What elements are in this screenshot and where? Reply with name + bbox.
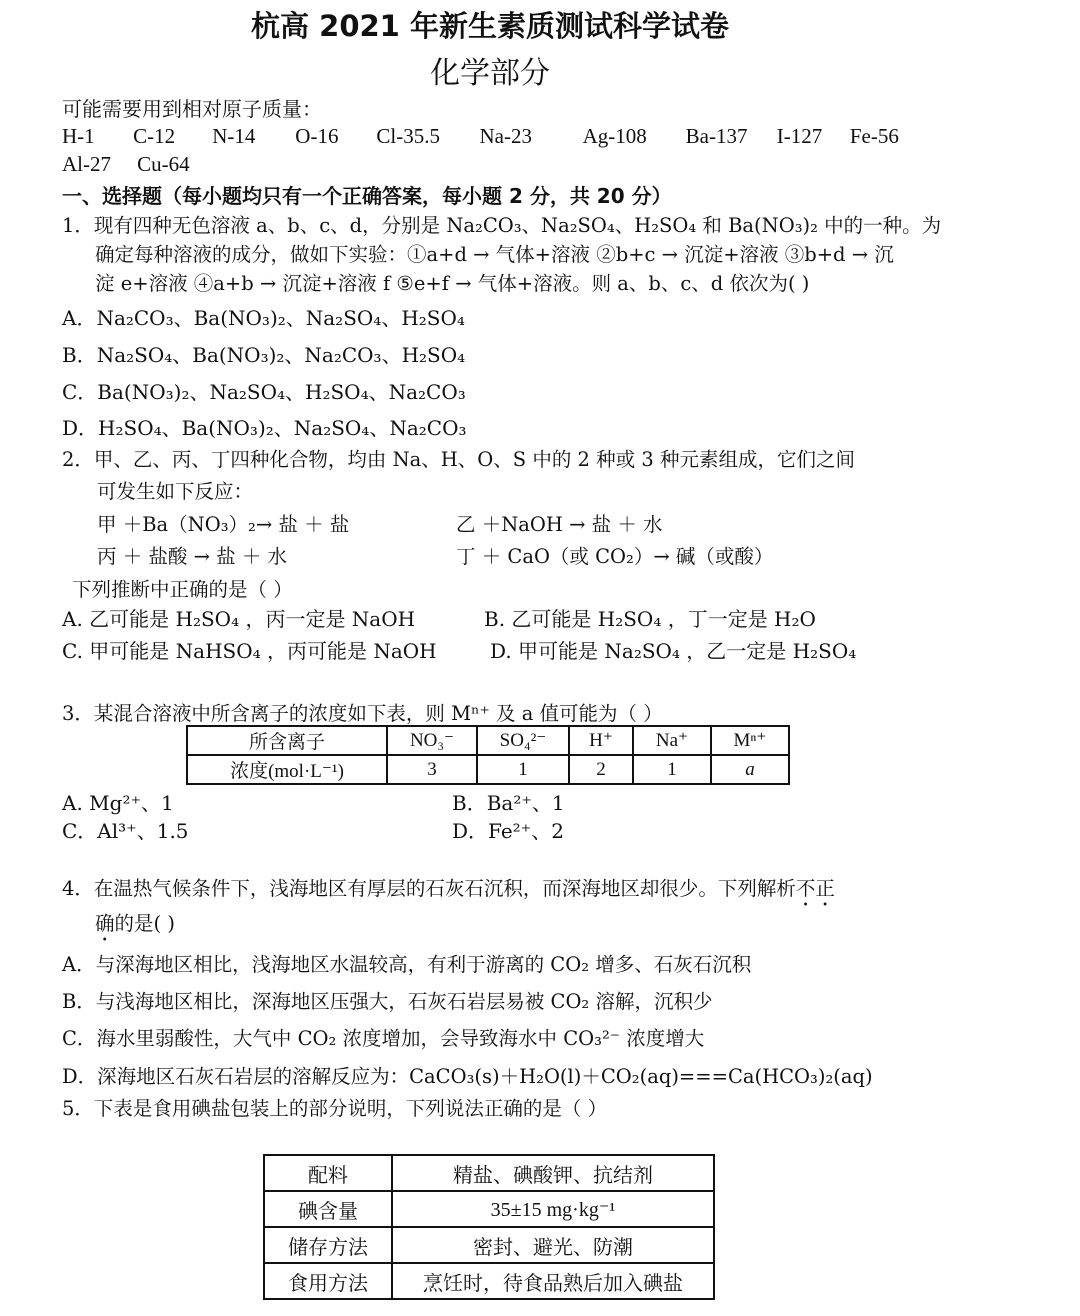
atomic-mass-label: 可能需要用到相对原子质量： [62,97,322,121]
mass-item: Fe-56 [849,124,899,148]
q3-option-c: C．Al³⁺、1.5 [62,819,189,843]
q4-stem-text: 4．在温热气候条件下，浅海地区有厚层的石灰石沉积，而深海地区却很少。下列解析 [62,877,796,900]
mass-item: Ag-108 [582,124,647,148]
q2-reaction-1: 甲 ＋Ba（NO₃）₂→ 盐 ＋ 盐 [97,513,350,536]
q1-option-d: D．H₂SO₄、Ba(NO₃)₂、Na₂SO₄、Na₂CO₃ [62,416,467,440]
mass-item: I-127 [776,124,823,148]
q5-stem: 5．下表是食用碘盐包装上的部分说明，下列说法正确的是（ ） [62,1097,608,1120]
table-cell: 精盐、碘酸钾、抗结剂 [392,1155,714,1191]
q1-option-c: C．Ba(NO₃)₂、Na₂SO₄、H₂SO₄、Na₂CO₃ [62,380,466,404]
table-row [264,1227,714,1263]
mass-item: Al-27 [62,152,111,176]
table-cell: 配料 [264,1155,392,1191]
q4-stem-line-2 [95,908,175,946]
table-row [187,755,789,784]
table-cell: a [711,755,789,784]
q2-reaction-2: 乙 ＋NaOH → 盐 ＋ 水 [456,513,663,536]
section-heading: 一、选择题（每小题均只有一个正确答案，每小题 2 分，共 20 分） [62,184,672,208]
table-cell: 1 [477,755,569,784]
table-cell: 2 [569,755,633,784]
q3-option-a: A. Mg²⁺、1 [62,791,174,815]
q1-option-b: B．Na₂SO₄、Ba(NO₃)₂、Na₂CO₃、H₂SO₄ [62,343,466,367]
q4-option-c: C．海水里弱酸性，大气中 CO₂ 浓度增加，会导致海水中 CO₃²⁻ 浓度增大 [62,1027,705,1050]
q2-option-b: B. 乙可能是 H₂SO₄ ，丁一定是 H₂O [484,607,816,631]
table-row [264,1155,714,1191]
table-cell: 所含离子 [187,726,387,755]
mass-item: N-14 [212,124,256,148]
table-cell: 食用方法 [264,1263,392,1299]
table-row [264,1263,714,1299]
page-subtitle: 化学部分 [430,56,550,91]
table-cell: 浓度(mol·L⁻¹) [187,755,387,784]
table-cell: Mⁿ⁺ [711,726,789,755]
q4-option-b: B．与浅海地区相比，深海地区压强大，石灰石岩层易被 CO₂ 溶解，沉积少 [62,990,713,1013]
q2-stem-line-2: 可发生如下反应： [97,480,254,503]
q3-option-b: B．Ba²⁺、1 [452,791,565,815]
q4-emphasis-not-correct: 不正 [795,877,835,900]
q4-emphasis-correct: 确 [95,912,115,935]
q4-option-a: A．与深海地区相比，浅海地区水温较高，有利于游离的 CO₂ 增多、石灰石沉积 [62,953,752,976]
table-row [187,726,789,755]
q4-option-d: D．深海地区石灰石岩层的溶解反应为：CaCO₃(s)＋H₂O(l)＋CO₂(aq)===Ca(HCO₃)₂(aq) [62,1065,873,1088]
table-cell: 35±15 mg·kg⁻¹ [392,1191,714,1227]
q3-stem: 3．某混合溶液中所含离子的浓度如下表，则 Mⁿ⁺ 及 a 值可能为（ ） [62,702,663,725]
q1-stem-line-2: 确定每种溶液的成分，做如下实验：①a+d → 气体+溶液 ②b+c → 沉淀+溶液 ③b+d → 沉 [95,243,894,266]
mass-item: Cl-35.5 [376,124,440,148]
atomic-mass-row-1 [62,124,910,149]
q1-option-a: A．Na₂CO₃、Ba(NO₃)₂、Na₂SO₄、H₂SO₄ [62,306,465,330]
table-cell: 1 [633,755,711,784]
table-cell: 烹饪时，待食品熟后加入碘盐 [392,1263,714,1299]
table-cell: 3 [387,755,477,784]
q2-option-c: C. 甲可能是 NaHSO₄ ，丙可能是 NaOH [62,639,437,663]
table-cell: 碘含量 [264,1191,392,1227]
iodized-salt-table [263,1154,715,1300]
mass-item: Cu-64 [137,152,190,176]
q1-stem-line-1: 1．现有四种无色溶液 a、b、c、d，分别是 Na₂CO₃、Na₂SO₄、H₂SO₄ 和 Ba(NO₃)₂ 中的一种。为 [62,214,942,237]
q3-option-d: D．Fe²⁺、2 [452,819,564,843]
q2-stem-line-1: 2．甲、乙、丙、丁四种化合物，均由 Na、H、O、S 中的 2 种或 3 种元素组成，它们之间 [62,448,855,471]
mass-item: Ba-137 [685,124,748,148]
table-cell: 储存方法 [264,1227,392,1263]
q2-ask: 下列推断中正确的是（ ） [72,578,293,601]
q2-option-d: D. 甲可能是 Na₂SO₄ ，乙一定是 H₂SO₄ [490,639,857,663]
q1-stem-line-3: 淀 e+溶液 ④a+b → 沉淀+溶液 f ⑤e+f → 气体+溶液。则 a、b、c、d 依次为( ) [95,272,810,295]
table-cell: 密封、避光、防潮 [392,1227,714,1263]
atomic-mass-row-2 [62,152,207,177]
q4-stem-line-1 [62,873,835,911]
table-cell: SO₄²⁻ [477,726,569,755]
q2-option-a: A. 乙可能是 H₂SO₄ ，丙一定是 NaOH [62,607,416,631]
q2-reaction-4: 丁 ＋ CaO（或 CO₂）→ 碱（或酸） [456,545,774,568]
page-title: 杭高 2021 年新生素质测试科学试卷 [251,9,729,43]
mass-item: Na-23 [479,124,532,148]
table-cell: Na⁺ [633,726,711,755]
mass-item: C-12 [133,124,176,148]
table-cell: H⁺ [569,726,633,755]
q2-reaction-3: 丙 ＋ 盐酸 → 盐 ＋ 水 [97,545,288,568]
q4-stem-text: 的是( ) [114,912,175,935]
mass-item: O-16 [295,124,339,148]
mass-item: H-1 [62,124,95,148]
table-cell: NO₃⁻ [387,726,477,755]
ion-concentration-table [186,725,790,785]
table-row [264,1191,714,1227]
